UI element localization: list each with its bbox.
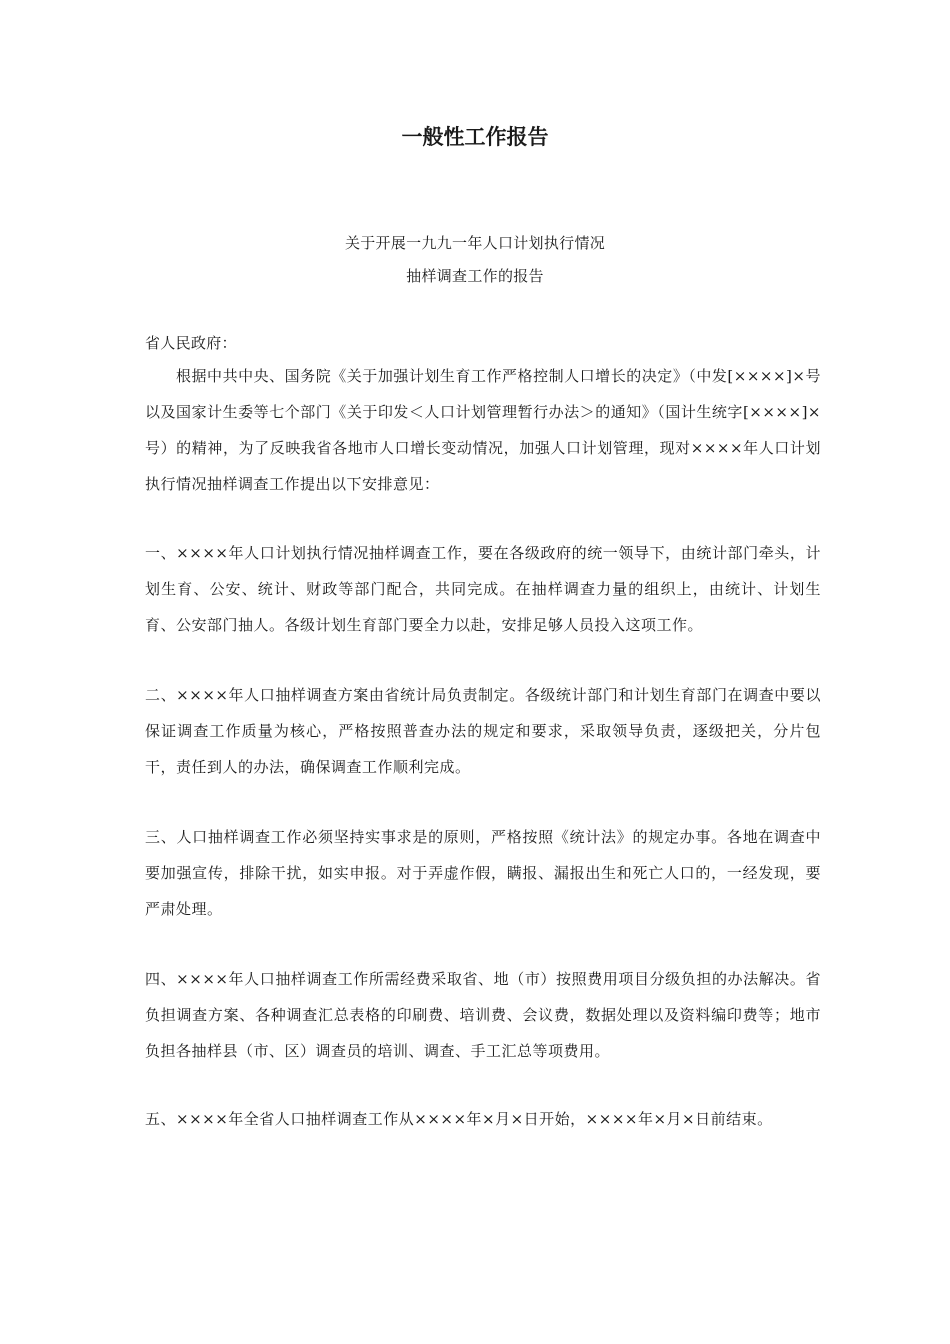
section-3-paragraph: 三、人口抽样调查工作必须坚持实事求是的原则，严格按照《统计法》的规定办事。各地在调查中要加强宣传，排除干扰，如实申报。对于弄虚作假，瞒报、漏报出生和死亡人口的，一经发现，要严肃处理。 bbox=[145, 828, 821, 918]
section-1-paragraph: 一、××××年人口计划执行情况抽样调查工作，要在各级政府的统一领导下，由统计部门牵头，计划生育、公安、统计、财政等部门配合，共同完成。在抽样调查力量的组织上，由统计、计划生育、公安部门抽人。各级计划生育部门要全力以赴，安排足够人员投入这项工作。 bbox=[145, 544, 821, 634]
section-4-paragraph: 四、××××年人口抽样调查工作所需经费采取省、地（市）按照费用项目分级负担的办法解决。省负担调查方案、各种调查汇总表格的印刷费、培训费、会议费，数据处理以及资料编印费等；地市负担各抽样县（市、区）调查员的培训、调查、手工汇总等项费用。 bbox=[145, 970, 821, 1060]
section-2-paragraph: 二、××××年人口抽样调查方案由省统计局负责制定。各级统计部门和计划生育部门在调查中要以保证调查工作质量为核心，严格按照普查办法的规定和要求，采取领导负责，逐级把关，分片包干，责任到人的办法，确保调查工作顺利完成。 bbox=[145, 686, 821, 776]
section-5-paragraph: 五、××××年全省人口抽样调查工作从××××年×月×日开始，××××年×月×日前结束。 bbox=[145, 1110, 773, 1128]
intro-paragraph: 根据中共中央、国务院《关于加强计划生育工作严格控制人口增长的决定》（中发[××××]×号以及国家计生委等七个部门《关于印发＜人口计划管理暂行办法＞的通知》（国计生统字[××××]×号）的精神，为了反映我省各地市人口增长变动情况，加强人口计划管理，现对××××年人口计划执行情况抽样调查工作提出以下安排意见： bbox=[145, 367, 821, 493]
salutation: 省人民政府： bbox=[145, 334, 237, 352]
report-subtitle-line-1: 关于开展一九九一年人口计划执行情况 bbox=[344, 234, 606, 252]
document-heading: 一般性工作报告 bbox=[401, 125, 549, 149]
report-subtitle-line-2: 抽样调查工作的报告 bbox=[406, 267, 544, 285]
